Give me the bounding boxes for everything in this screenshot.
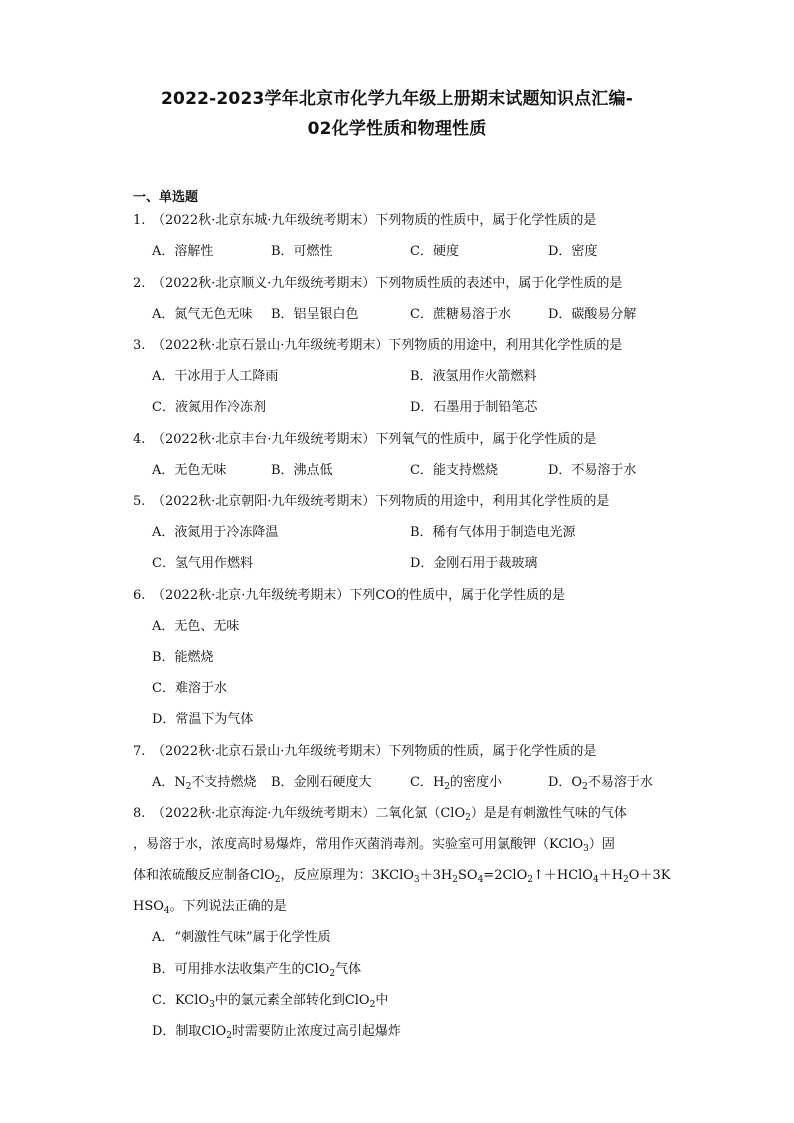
question-text: （2022秋·北京朝阳·九年级统考期末）下列物质的用途中，利用其化学性质的是 bbox=[152, 494, 610, 509]
question-number: 3. bbox=[133, 338, 146, 353]
option-b: B．稀有气体用于制造电光源 bbox=[410, 525, 576, 540]
question-number: 6. bbox=[133, 588, 146, 603]
question-text: （2022秋·北京东城·九年级统考期末）下列物质的性质中，属于化学性质的是 bbox=[152, 213, 597, 228]
option-c: C．氢气用作燃料 bbox=[152, 556, 253, 571]
option-c: C．$H_2$的密度小 bbox=[410, 775, 503, 792]
option-a: A．液氮用于冷冻降温 bbox=[152, 525, 279, 540]
question-text-line4: $HSO_4$。下列说法正确的是 bbox=[133, 899, 287, 916]
question-number: 4. bbox=[133, 432, 146, 447]
option-b: B．可用排水法收集产生的ClO$_2$气体 bbox=[152, 962, 362, 979]
option-c: C．KClO$_3$中的氯元素全部转化到ClO$_2$中 bbox=[152, 993, 389, 1010]
question-text: （2022秋·北京丰台·九年级统考期末）下列氧气的性质中，属于化学性质的是 bbox=[152, 432, 597, 447]
option-d: D．制取ClO$_2$时需要防止浓度过高引起爆炸 bbox=[152, 1024, 401, 1041]
question-text-line3: 体和浓硫酸反应制备ClO$_2$，反应原理为：$3KClO_3+3H_2SO_4=2ClO_2↑+HClO_4+H_2O+3K$ bbox=[133, 868, 671, 885]
option-b: B．金刚石硬度大 bbox=[271, 775, 372, 790]
option-c: C．液氮用作冷冻剂 bbox=[152, 400, 266, 415]
question-text: （2022秋·北京顺义·九年级统考期末）下列物质性质的表述中，属于化学性质的是 bbox=[152, 276, 623, 291]
option-a: A．溶解性 bbox=[152, 244, 214, 259]
document-title-line2: 02化学性质和物理性质 bbox=[307, 119, 487, 139]
option-a: A．$N_2$不支持燃烧 bbox=[152, 775, 257, 792]
option-b: B．可燃性 bbox=[271, 244, 333, 259]
question-text-line1: （2022秋·北京海淀·九年级统考期末）二氧化氯（ClO$_2$）是是有刺激性气味的气体 bbox=[152, 806, 627, 823]
question-number: 5. bbox=[133, 494, 146, 509]
option-d: D．碳酸易分解 bbox=[548, 307, 637, 322]
option-d: D．密度 bbox=[548, 244, 598, 259]
question-text-line2: ，易溶于水，浓度高时易爆炸，常用作灭菌消毒剂。实验室可用氯酸钾（KClO$_3$）固 bbox=[133, 837, 615, 854]
question-number: 7. bbox=[133, 744, 146, 759]
option-c: C．能支持燃烧 bbox=[410, 463, 498, 478]
option-c: C．硬度 bbox=[410, 244, 459, 259]
option-d: D．不易溶于水 bbox=[548, 463, 637, 478]
option-d: D．常温下为气体 bbox=[152, 712, 254, 727]
option-d: D．金刚石用于裁玻璃 bbox=[410, 556, 538, 571]
option-c: C．难溶于水 bbox=[152, 681, 227, 696]
question-number: 2. bbox=[133, 276, 146, 291]
question-number: 8. bbox=[133, 806, 146, 821]
option-a: A．无色无味 bbox=[152, 463, 227, 478]
option-b: B．沸点低 bbox=[271, 463, 333, 478]
option-d: D．$O_2$不易溶于水 bbox=[548, 775, 653, 792]
option-a: A．氮气无色无味 bbox=[152, 307, 253, 322]
question-text: （2022秋·北京石景山·九年级统考期末）下列物质的性质，属于化学性质的是 bbox=[152, 744, 597, 759]
option-b: B．铝呈银白色 bbox=[271, 307, 359, 322]
document-title-line1: 2022-2023学年北京市化学九年级上册期末试题知识点汇编- bbox=[161, 89, 633, 109]
section-heading: 一、单选题 bbox=[133, 190, 199, 205]
option-d: D．石墨用于制铅笔芯 bbox=[410, 400, 538, 415]
option-c: C．蔗糖易溶于水 bbox=[410, 307, 511, 322]
option-a: A．无色、无味 bbox=[152, 619, 240, 634]
option-a: A．“刺激性气味”属于化学性质 bbox=[152, 930, 331, 945]
question-text: （2022秋·北京·九年级统考期末）下列CO的性质中，属于化学性质的是 bbox=[152, 588, 565, 603]
option-a: A．干冰用于人工降雨 bbox=[152, 369, 279, 384]
question-number: 1. bbox=[133, 213, 146, 228]
option-b: B．能燃烧 bbox=[152, 650, 214, 665]
question-text: （2022秋·北京石景山·九年级统考期末）下列物质的用途中，利用其化学性质的是 bbox=[152, 338, 623, 353]
option-b: B．液氢用作火箭燃料 bbox=[410, 369, 537, 384]
